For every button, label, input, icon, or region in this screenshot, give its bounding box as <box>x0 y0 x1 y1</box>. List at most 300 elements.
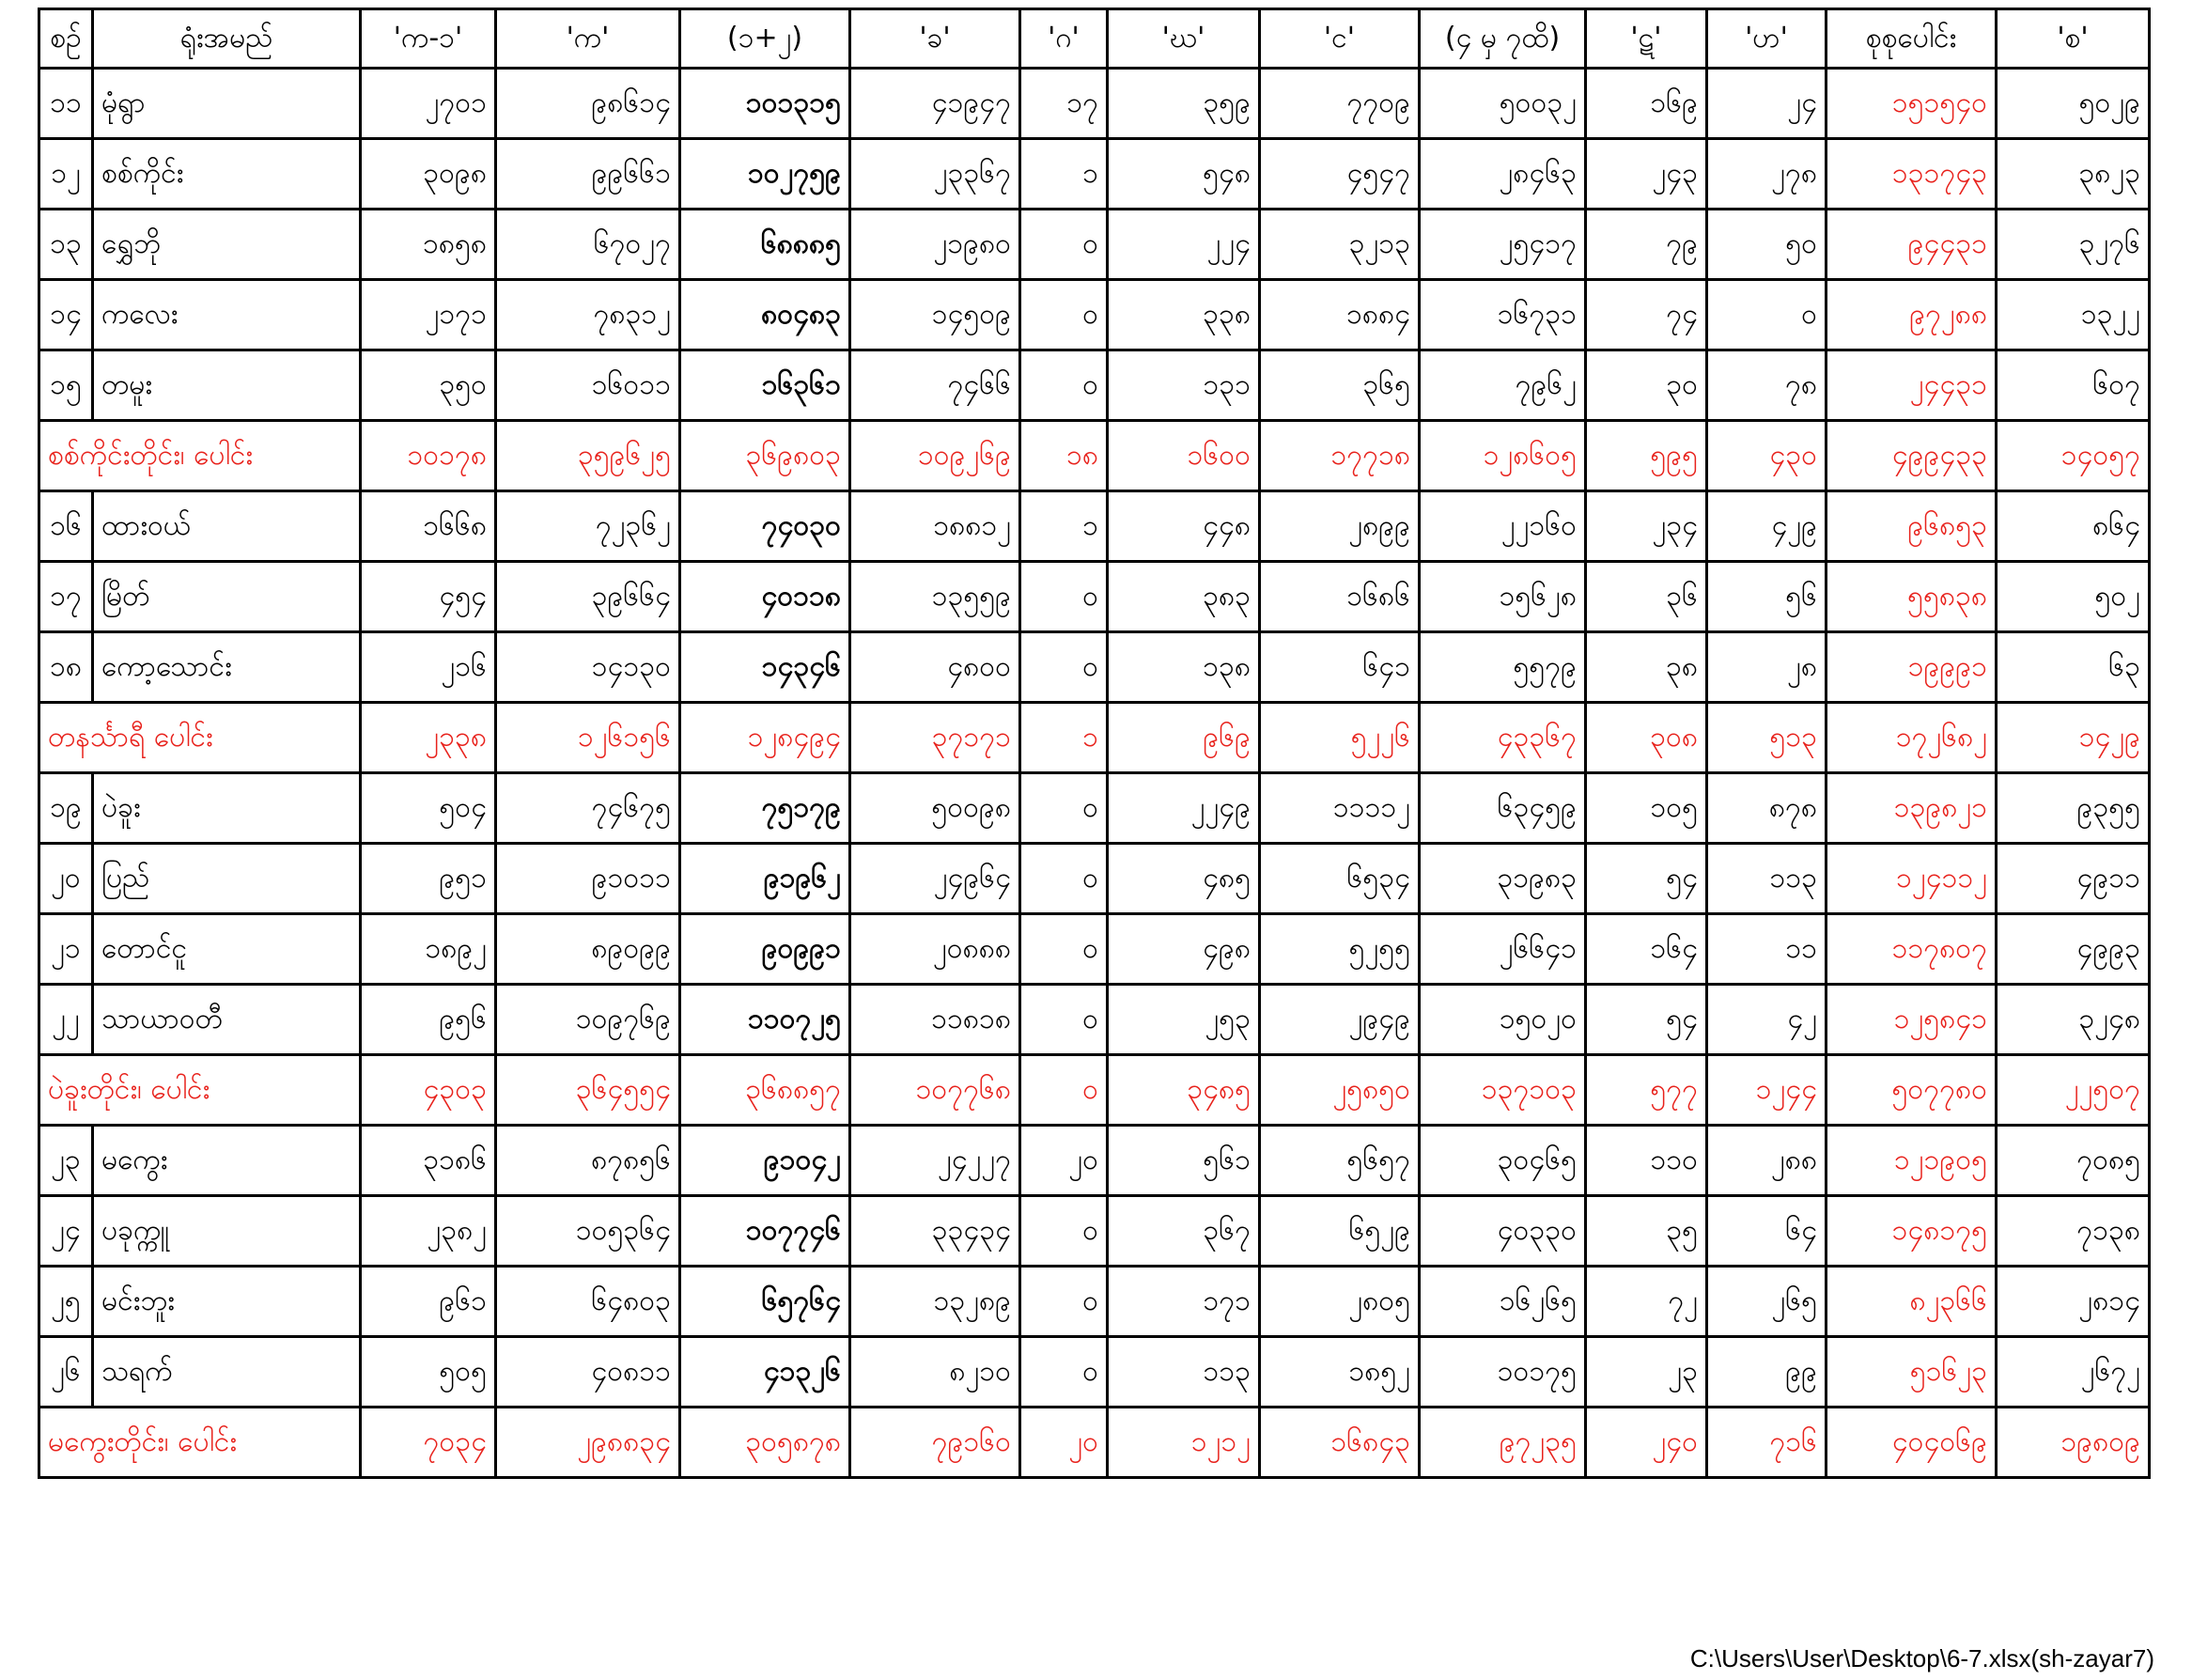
table-row <box>39 1126 2150 1196</box>
table-cell: ၁၅၀၂၀ <box>1420 985 1586 1055</box>
table-cell: ၂၁၉၈၀ <box>850 210 1020 280</box>
table-row <box>39 773 2150 844</box>
subtotal-cell: ၁၂၆၁၅၆ <box>496 703 680 773</box>
table-cell: ၃၃၈ <box>1108 280 1260 350</box>
subtotal-cell: ၃၆၄၅၅၄ <box>496 1055 680 1126</box>
subtotal-cell: ၉၇၂၃၅ <box>1420 1408 1586 1478</box>
table-cell: ၁၃၂၈၉ <box>850 1267 1020 1337</box>
table-cell: ၂၃၄ <box>1586 491 1707 562</box>
table-cell: ၆၄ <box>1707 1196 1827 1267</box>
table-cell: ၁၉၉၉၁ <box>1827 632 1997 703</box>
subtotal-cell: ၄၃၃၆၇ <box>1420 703 1586 773</box>
office-name: မုံရွာ <box>93 69 361 139</box>
table-cell: ၈၂၁၀ <box>850 1337 1020 1408</box>
row-number: ၁၃ <box>39 210 93 280</box>
table-cell: ၆၃၄၅၉ <box>1420 773 1586 844</box>
table-cell: ၅၀၄ <box>361 773 496 844</box>
table-cell: ၁၃၉၈၂၁ <box>1827 773 1997 844</box>
table-cell: ၂၆၅ <box>1707 1267 1827 1337</box>
subtotal-cell: ၁၂၈၄၉၄ <box>680 703 850 773</box>
table-cell: ၁၄၈၁၇၅ <box>1827 1196 1997 1267</box>
table-cell: ၃၈ <box>1586 632 1707 703</box>
table-cell: ၃၈၃ <box>1108 562 1260 632</box>
table-cell: ၂၂၁၆၀ <box>1420 491 1586 562</box>
table-cell: ၂၈၁၄ <box>1997 1267 2150 1337</box>
column-header: 'ဟ' <box>1707 9 1827 69</box>
table-cell: ၂၈ <box>1707 632 1827 703</box>
office-name: သရက် <box>93 1337 361 1408</box>
table-cell: ၀ <box>1020 985 1108 1055</box>
table-cell: ၁၈၅၂ <box>1260 1337 1420 1408</box>
table-cell: ၅၀ <box>1707 210 1827 280</box>
subtotal-cell: ၅၀၇၇၈၀ <box>1827 1055 1997 1126</box>
table-cell: ၁၅၆၂၈ <box>1420 562 1586 632</box>
table-cell: ၁၈၈၁၂ <box>850 491 1020 562</box>
table-cell: ၄၂၉ <box>1707 491 1827 562</box>
table-cell: ၂၄၃ <box>1586 139 1707 210</box>
table-cell: ၁၀၁၇၅ <box>1420 1337 1586 1408</box>
table-cell: ၂၈၈ <box>1707 1126 1827 1196</box>
table-cell: ၉၀၉၉၁ <box>680 914 850 985</box>
office-name: စစ်ကိုင်း <box>93 139 361 210</box>
table-cell: ၄၈၀၀ <box>850 632 1020 703</box>
subtotal-row <box>39 421 2150 491</box>
table-cell: ၂၀ <box>1020 1126 1108 1196</box>
table-cell: ၅၀၅ <box>361 1337 496 1408</box>
table-cell: ၂၃၈၂ <box>361 1196 496 1267</box>
office-name: ကော့သောင်း <box>93 632 361 703</box>
table-cell: ၃၂၁၃ <box>1260 210 1420 280</box>
table-cell: ၁၂၅၈၄၁ <box>1827 985 1997 1055</box>
table-cell: ၁ <box>1020 139 1108 210</box>
table-row <box>39 632 2150 703</box>
table-cell: ၁၇ <box>1020 69 1108 139</box>
table-cell: ၅၆၅၇ <box>1260 1126 1420 1196</box>
subtotal-cell: ၂၃၃၈ <box>361 703 496 773</box>
table-row <box>39 1196 2150 1267</box>
table-cell: ၄၉၈ <box>1108 914 1260 985</box>
subtotal-cell: ၃၆၉၈၀၃ <box>680 421 850 491</box>
table-cell: ၂၈၄၆၃ <box>1420 139 1586 210</box>
table-cell: ၀ <box>1020 773 1108 844</box>
table-cell: ၁၈၉၂ <box>361 914 496 985</box>
table-cell: ၉၁၀၄၂ <box>680 1126 850 1196</box>
table-row <box>39 914 2150 985</box>
table-cell: ၂၅၄၁၇ <box>1420 210 1586 280</box>
row-number: ၂၅ <box>39 1267 93 1337</box>
table-cell: ၁၀၉၇၆၉ <box>496 985 680 1055</box>
table-cell: ၅၅၈၃၈ <box>1827 562 1997 632</box>
table-cell: ၅၀၂ <box>1997 562 2150 632</box>
table-cell: ၁၆၂၆၅ <box>1420 1267 1586 1337</box>
table-cell: ၆၄၁ <box>1260 632 1420 703</box>
header-row <box>39 9 2150 69</box>
subtotal-cell: ၂၅၈၅၀ <box>1260 1055 1420 1126</box>
subtotal-cell: ၁၂၈၆၀၅ <box>1420 421 1586 491</box>
table-cell: ၃၉၆၆၄ <box>496 562 680 632</box>
table-cell: ၁၆၇၃၁ <box>1420 280 1586 350</box>
table-cell: ၃၀၉၈ <box>361 139 496 210</box>
table-cell: ၆၅၃၄ <box>1260 844 1420 914</box>
table-cell: ၃၀ <box>1586 350 1707 421</box>
table-cell: ၅၁၆၂၃ <box>1827 1337 1997 1408</box>
subtotal-row <box>39 1055 2150 1126</box>
table-cell: ၁၁၃ <box>1707 844 1827 914</box>
table-cell: ၁၁၇၈၀၇ <box>1827 914 1997 985</box>
table-cell: ၂၁၆ <box>361 632 496 703</box>
data-table <box>38 8 2151 1479</box>
subtotal-label: မကွေးတိုင်း၊ ပေါင်း <box>39 1408 361 1478</box>
table-cell: ၅၆၁ <box>1108 1126 1260 1196</box>
table-cell: ၁၃၈ <box>1108 632 1260 703</box>
subtotal-cell: ၁၇၂၆၈၂ <box>1827 703 1997 773</box>
table-cell: ၃၁၉၈၃ <box>1420 844 1586 914</box>
table-cell: ၇၈ <box>1707 350 1827 421</box>
subtotal-cell: ၅၁၃ <box>1707 703 1827 773</box>
table-cell: ၈၉၀၉၉ <box>496 914 680 985</box>
office-name: ကလေး <box>93 280 361 350</box>
table-cell: ၁၁၈၁၈ <box>850 985 1020 1055</box>
column-header: စုစုပေါင်း <box>1827 9 1997 69</box>
table-cell: ၄၂ <box>1707 985 1827 1055</box>
table-cell: ၀ <box>1020 280 1108 350</box>
table-cell: ၆၄၈၀၃ <box>496 1267 680 1337</box>
table-cell: ၉၅၆ <box>361 985 496 1055</box>
table-cell: ၁၄၁၃၀ <box>496 632 680 703</box>
row-number: ၁၆ <box>39 491 93 562</box>
table-cell: ၄၉၉၃ <box>1997 914 2150 985</box>
table-cell: ၃၅၉ <box>1108 69 1260 139</box>
table-cell: ၉၄၄၃၁ <box>1827 210 1997 280</box>
office-name: ပဲခူး <box>93 773 361 844</box>
table-row <box>39 1337 2150 1408</box>
table-cell: ၁ <box>1020 491 1108 562</box>
row-number: ၁၅ <box>39 350 93 421</box>
table-cell: ၇၇၀၉ <box>1260 69 1420 139</box>
subtotal-row <box>39 703 2150 773</box>
table-cell: ၁၃၁၇၄၃ <box>1827 139 1997 210</box>
table-cell: ၁၆၉ <box>1586 69 1707 139</box>
table-cell: ၉၆၈၅၃ <box>1827 491 1997 562</box>
subtotal-cell: ၅၉၅ <box>1586 421 1707 491</box>
office-name: ရွှေဘို <box>93 210 361 280</box>
subtotal-cell: ၁၃၇၁၀၃ <box>1420 1055 1586 1126</box>
subtotal-label: စစ်ကိုင်းတိုင်း၊ ပေါင်း <box>39 421 361 491</box>
subtotal-label: ပဲခူးတိုင်း၊ ပေါင်း <box>39 1055 361 1126</box>
table-cell: ၇၄၀၃၀ <box>680 491 850 562</box>
subtotal-cell: ၃၄၈၅ <box>1108 1055 1260 1126</box>
table-cell: ၄၀၁၁၈ <box>680 562 850 632</box>
table-cell: ၆၈၈၈၅ <box>680 210 850 280</box>
subtotal-cell: ၉၆၉ <box>1108 703 1260 773</box>
table-cell: ၅၀၂၉ <box>1997 69 2150 139</box>
table-cell: ၁၀၂၇၅၉ <box>680 139 850 210</box>
table-cell: ၉၅၁ <box>361 844 496 914</box>
table-cell: ၉၃၅၅ <box>1997 773 2150 844</box>
table-row <box>39 210 2150 280</box>
table-cell: ၆၀၇ <box>1997 350 2150 421</box>
table-cell: ၈၆၄ <box>1997 491 2150 562</box>
table-cell: ၄၀၃၃၀ <box>1420 1196 1586 1267</box>
table-cell: ၅၀၀၃၂ <box>1420 69 1586 139</box>
subtotal-cell: ၁၄၂၉ <box>1997 703 2150 773</box>
table-cell: ၉၆၁ <box>361 1267 496 1337</box>
table-row <box>39 844 2150 914</box>
table-cell: ၄၈၅ <box>1108 844 1260 914</box>
subtotal-cell: ၄၉၉၄၃၃ <box>1827 421 1997 491</box>
table-cell: ၃၅၀ <box>361 350 496 421</box>
column-header: စဉ် <box>39 9 93 69</box>
table-cell: ၁၆၈၆ <box>1260 562 1420 632</box>
table-cell: ၄၅၄ <box>361 562 496 632</box>
table-cell: ၃၃၄၃၄ <box>850 1196 1020 1267</box>
office-name: မင်းဘူး <box>93 1267 361 1337</box>
table-cell: ၇၉ <box>1586 210 1707 280</box>
table-cell: ၂၄၂၂၇ <box>850 1126 1020 1196</box>
column-header: 'က-၁' <box>361 9 496 69</box>
subtotal-cell: ၄၃၀ <box>1707 421 1827 491</box>
row-number: ၁၂ <box>39 139 93 210</box>
table-cell: ၀ <box>1020 1337 1108 1408</box>
table-cell: ၅၄ <box>1586 985 1707 1055</box>
office-name: ပခုက္ကူ <box>93 1196 361 1267</box>
table-cell: ၁၂၄၁၁၂ <box>1827 844 1997 914</box>
table-cell: ၆၃ <box>1997 632 2150 703</box>
row-number: ၂၂ <box>39 985 93 1055</box>
column-header: 'ဋ' <box>1586 9 1707 69</box>
table-cell: ၃၂၇၆ <box>1997 210 2150 280</box>
table-cell: ၂၄၄၃၁ <box>1827 350 1997 421</box>
table-cell: ၂၄၉၆၄ <box>850 844 1020 914</box>
row-number: ၁၁ <box>39 69 93 139</box>
table-cell: ၉၈၆၁၄ <box>496 69 680 139</box>
subtotal-cell: ၇၀၃၄ <box>361 1408 496 1478</box>
table-cell: ၁၁ <box>1707 914 1827 985</box>
table-cell: ၅၀၀၉၈ <box>850 773 1020 844</box>
table-cell: ၀ <box>1020 1267 1108 1337</box>
table-row <box>39 1267 2150 1337</box>
table-row <box>39 139 2150 210</box>
table-cell: ၁၆၆၈ <box>361 491 496 562</box>
table-cell: ၀ <box>1020 914 1108 985</box>
table-cell: ၂၇၀၁ <box>361 69 496 139</box>
table-cell: ၉၉ <box>1707 1337 1827 1408</box>
row-number: ၂၀ <box>39 844 93 914</box>
table-cell: ၂၂၄၉ <box>1108 773 1260 844</box>
table-cell: ၂၁၇၁ <box>361 280 496 350</box>
table-cell: ၅၄ <box>1586 844 1707 914</box>
table-cell: ၄၀၈၁၁ <box>496 1337 680 1408</box>
table-row <box>39 280 2150 350</box>
subtotal-cell: ၃၀၈ <box>1586 703 1707 773</box>
office-name: သာယာဝတီ <box>93 985 361 1055</box>
table-cell: ၁၁၁၁၂ <box>1260 773 1420 844</box>
table-cell: ၃၆၅ <box>1260 350 1420 421</box>
table-cell: ၇၄ <box>1586 280 1707 350</box>
table-cell: ၂၂၄ <box>1108 210 1260 280</box>
table-cell: ၀ <box>1020 1196 1108 1267</box>
table-cell: ၁၆၃၆၁ <box>680 350 850 421</box>
table-cell: ၁၀၇၇၄၆ <box>680 1196 850 1267</box>
row-number: ၁၉ <box>39 773 93 844</box>
subtotal-row <box>39 1408 2150 1478</box>
table-cell: ၁၁၀ <box>1586 1126 1707 1196</box>
table-cell: ၂၄ <box>1707 69 1827 139</box>
table-row <box>39 562 2150 632</box>
subtotal-cell: ၀ <box>1020 1055 1108 1126</box>
table-cell: ၅၂၅၅ <box>1260 914 1420 985</box>
table-cell: ၃၈၂၃ <box>1997 139 2150 210</box>
table-cell: ၁၂၁၉၀၅ <box>1827 1126 1997 1196</box>
table-cell: ၇၉၆၂ <box>1420 350 1586 421</box>
table-cell: ၈၀၄၈၃ <box>680 280 850 350</box>
column-header: 'င' <box>1260 9 1420 69</box>
office-name: မကွေး <box>93 1126 361 1196</box>
subtotal-label: တနင်္သာရီ ပေါင်း <box>39 703 361 773</box>
subtotal-cell: ၁၈ <box>1020 421 1108 491</box>
subtotal-cell: ၁၆၈၄၃ <box>1260 1408 1420 1478</box>
table-cell: ၄၄၈ <box>1108 491 1260 562</box>
table-cell: ၀ <box>1020 562 1108 632</box>
subtotal-cell: ၁၇၇၁၈ <box>1260 421 1420 491</box>
table-cell: ၁၇၁ <box>1108 1267 1260 1337</box>
table-cell: ၁၁၀၇၂၅ <box>680 985 850 1055</box>
row-number: ၁၇ <box>39 562 93 632</box>
subtotal-cell: ၂၂၅၀၇ <box>1997 1055 2150 1126</box>
column-header: 'စ' <box>1997 9 2150 69</box>
table-cell: ၀ <box>1020 844 1108 914</box>
table-cell: ၀ <box>1707 280 1827 350</box>
subtotal-cell: ၁၂၄၄ <box>1707 1055 1827 1126</box>
row-number: ၁၄ <box>39 280 93 350</box>
table-cell: ၁၀၅ <box>1586 773 1707 844</box>
table-cell: ၄၁၉၄၇ <box>850 69 1020 139</box>
table-cell: ၁၀၅၃၆၄ <box>496 1196 680 1267</box>
table-cell: ၂၃ <box>1586 1337 1707 1408</box>
row-number: ၂၁ <box>39 914 93 985</box>
table-cell: ၀ <box>1020 350 1108 421</box>
subtotal-cell: ၃၅၉၆၂၅ <box>496 421 680 491</box>
table-cell: ၄၅၄၇ <box>1260 139 1420 210</box>
subtotal-cell: ၄၃၀၃ <box>361 1055 496 1126</box>
subtotal-cell: ၃၀၅၈၇၈ <box>680 1408 850 1478</box>
subtotal-cell: ၁၉၈၀၉ <box>1997 1408 2150 1478</box>
table-row <box>39 69 2150 139</box>
office-name: မြိတ် <box>93 562 361 632</box>
file-path-footer: C:\Users\User\Desktop\6-7.xlsx(sh-zayar7) <box>1689 1644 2154 1672</box>
table-cell: ၂၈၉၉ <box>1260 491 1420 562</box>
table-cell: ၇၀၈၅ <box>1997 1126 2150 1196</box>
subtotal-cell: ၅၂၂၆ <box>1260 703 1420 773</box>
column-header: ရုံးအမည် <box>93 9 361 69</box>
column-header: (၁+၂) <box>680 9 850 69</box>
table-cell: ၁၆၀၁၁ <box>496 350 680 421</box>
column-header: 'က' <box>496 9 680 69</box>
subtotal-cell: ၇၉၁၆၀ <box>850 1408 1020 1478</box>
table-cell: ၁၃၁ <box>1108 350 1260 421</box>
column-header: (၄ မှ ၇ထိ) <box>1420 9 1586 69</box>
table-cell: ၃၆၇ <box>1108 1196 1260 1267</box>
table-cell: ၅၄၈ <box>1108 139 1260 210</box>
table-cell: ၈၇၈၅၆ <box>496 1126 680 1196</box>
row-number: ၂၆ <box>39 1337 93 1408</box>
table-cell: ၆၇၀၂၇ <box>496 210 680 280</box>
table-cell: ၄၉၁၁ <box>1997 844 2150 914</box>
row-number: ၂၃ <box>39 1126 93 1196</box>
subtotal-cell: ၃၇၁၇၁ <box>850 703 1020 773</box>
table-cell: ၂၆၆၄၁ <box>1420 914 1586 985</box>
table-cell: ၁၈၈၄ <box>1260 280 1420 350</box>
subtotal-cell: ၅၇၇ <box>1586 1055 1707 1126</box>
office-name: ထားဝယ် <box>93 491 361 562</box>
table-cell: ၁၃၂၂ <box>1997 280 2150 350</box>
subtotal-cell: ၄၀၄၀၆၉ <box>1827 1408 1997 1478</box>
table-cell: ၂၉၄၉ <box>1260 985 1420 1055</box>
table-cell: ၁၄၃၄၆ <box>680 632 850 703</box>
subtotal-cell: ၇၁၆ <box>1707 1408 1827 1478</box>
column-header: 'ခ' <box>850 9 1020 69</box>
table-row <box>39 350 2150 421</box>
subtotal-cell: ၁၂၁၂ <box>1108 1408 1260 1478</box>
table-cell: ၇၈၃၁၂ <box>496 280 680 350</box>
table-cell: ၈၂၃၆၆ <box>1827 1267 1997 1337</box>
subtotal-cell: ၁၀၁၇၈ <box>361 421 496 491</box>
table-cell: ၉၉၆၆၁ <box>496 139 680 210</box>
table-cell: ၉၁၉၆၂ <box>680 844 850 914</box>
table-cell: ၅၆ <box>1707 562 1827 632</box>
table-cell: ၇၂ <box>1586 1267 1707 1337</box>
table-cell: ၁၄၅၀၉ <box>850 280 1020 350</box>
table-row <box>39 985 2150 1055</box>
subtotal-cell: ၃၆၈၈၅၇ <box>680 1055 850 1126</box>
table-cell: ၇၁၃၈ <box>1997 1196 2150 1267</box>
subtotal-cell: ၁ <box>1020 703 1108 773</box>
subtotal-cell: ၁၀၉၂၆၉ <box>850 421 1020 491</box>
table-cell: ၈၇၈ <box>1707 773 1827 844</box>
table-cell: ၃၂၄၈ <box>1997 985 2150 1055</box>
table-cell: ၂၅၃ <box>1108 985 1260 1055</box>
table-cell: ၁၈၅၈ <box>361 210 496 280</box>
column-header: 'ဃ' <box>1108 9 1260 69</box>
table-cell: ၀ <box>1020 632 1108 703</box>
table-cell: ၇၄၆၇၅ <box>496 773 680 844</box>
table-cell: ၁၆၄ <box>1586 914 1707 985</box>
table-cell: ၁၃၅၅၉ <box>850 562 1020 632</box>
table-cell: ၁၁၃ <box>1108 1337 1260 1408</box>
table-cell: ၇၅၁၇၉ <box>680 773 850 844</box>
table-cell: ၁၀၁၃၁၅ <box>680 69 850 139</box>
table-cell: ၁၅၁၅၄၀ <box>1827 69 1997 139</box>
table-cell: ၀ <box>1020 210 1108 280</box>
table-cell: ၂၃၃၆၇ <box>850 139 1020 210</box>
table-cell: ၂၀၈၈၈ <box>850 914 1020 985</box>
office-name: တောင်ငူ <box>93 914 361 985</box>
table-cell: ၄၁၃၂၆ <box>680 1337 850 1408</box>
table-cell: ၅၅၇၉ <box>1420 632 1586 703</box>
subtotal-cell: ၂၀ <box>1020 1408 1108 1478</box>
table-cell: ၉၁၀၁၁ <box>496 844 680 914</box>
table-cell: ၉၇၂၈၈ <box>1827 280 1997 350</box>
table-cell: ၆၅၇၆၄ <box>680 1267 850 1337</box>
subtotal-cell: ၁၆၀၀ <box>1108 421 1260 491</box>
table-cell: ၇၄၆၆ <box>850 350 1020 421</box>
table-cell: ၂၈၀၅ <box>1260 1267 1420 1337</box>
table-cell: ၃၀၄၆၅ <box>1420 1126 1586 1196</box>
subtotal-cell: ၂၉၈၈၃၄ <box>496 1408 680 1478</box>
office-name: ပြည် <box>93 844 361 914</box>
table-cell: ၆၅၂၉ <box>1260 1196 1420 1267</box>
table-cell: ၇၂၃၆၂ <box>496 491 680 562</box>
